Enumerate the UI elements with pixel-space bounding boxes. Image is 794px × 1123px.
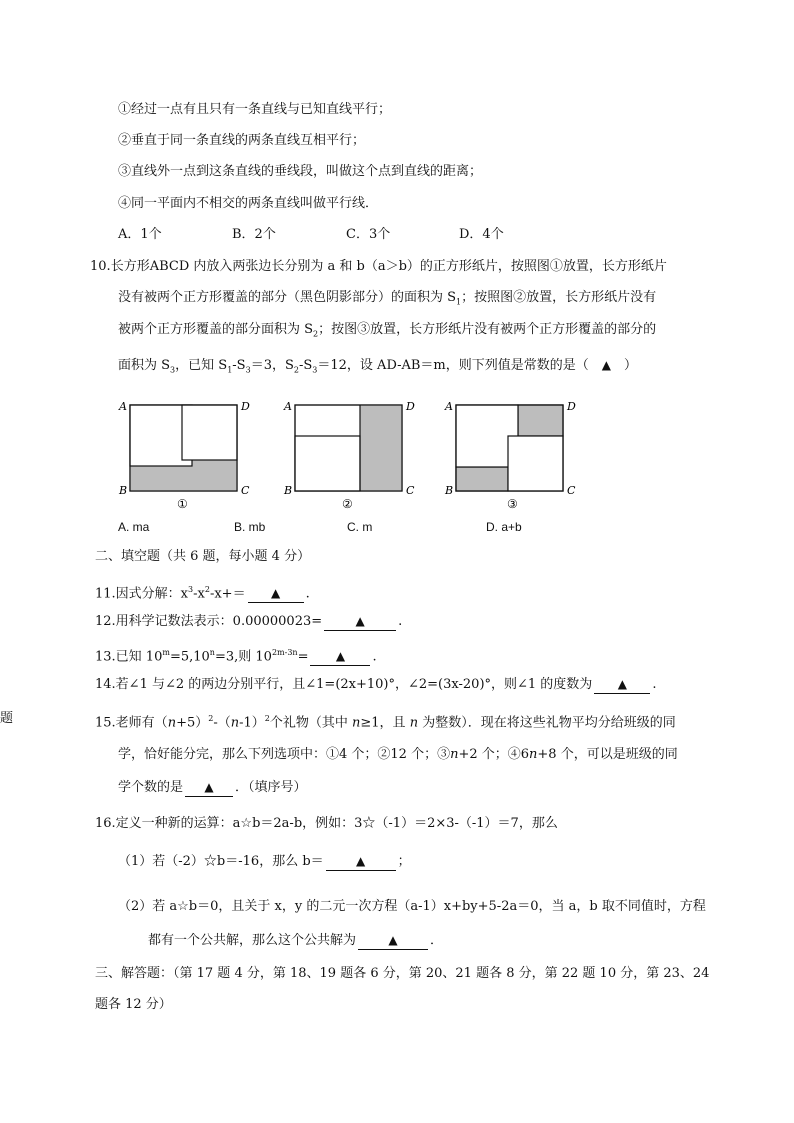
fig2-label-b: B [284,484,293,497]
q16-answer-blank-1[interactable] [326,853,396,871]
q15-sup: 2 [264,714,270,723]
q16-text: ； [397,854,411,869]
q16-part-2-line-2 [148,931,443,951]
fig3-label-a: A [445,400,453,413]
q10-figures [110,395,590,515]
q11-text: ＝ [232,586,246,602]
answer-triangle-icon: ▲ [355,614,365,628]
q9-choice-a[interactable]: A．1个 [118,227,162,242]
answer-triangle-icon: ▲ [617,677,627,691]
fig1-square-b [182,405,237,460]
q11-sup: 3 [188,585,194,594]
answer-triangle-icon: ▲ [356,854,366,868]
q12-end: . [398,614,403,629]
q13-answer-blank[interactable] [310,648,370,666]
fig2-square-b [295,436,360,491]
q15-text: -1） [239,715,265,731]
section-2-heading: 二、填空题（共 6 题，每小题 4 分） [95,549,311,564]
q15-var: n [167,715,177,731]
q10-number: 10. [90,259,111,274]
answer-triangle-icon: ▲ [270,586,281,601]
q15-line-3 [118,778,307,798]
fig3-shaded-bottom-left [456,467,508,491]
q9-statement-3: ③直线外一点到这条直线的垂线段，叫做这个点到直线的距离； [118,164,483,179]
q12-text: 12.用科学记数法表示：0.00000023= [95,614,323,629]
q15-var: n [450,747,459,762]
q15-var: n [409,715,419,731]
q15-text: 学个数的是 [118,780,184,795]
q15-text: 学，恰好能分完，那么下列选项中：①4 个；②12 个；③ [118,747,451,762]
fig1-number: ① [177,497,188,511]
q10-sub: 3 [312,365,318,375]
q15-var: n [352,715,361,731]
q16-text: （1）若（-2）☆b＝-16，那么 b＝ [118,854,324,869]
q10-text-4g: ） [611,358,638,373]
q10-sub: 2 [293,365,299,375]
q15-text: +5） [176,715,209,731]
q12-answer-blank[interactable] [324,613,396,631]
q13-text: =5,10 [169,649,210,665]
q10-choice-d[interactable]: D. a+b [486,520,522,534]
q13-text: =3,则 10 [214,649,272,665]
fig2-label-c: C [406,484,415,497]
fig3-square-b [508,436,563,491]
q15-var: n [529,747,538,762]
q14-end: . [652,677,657,692]
answer-triangle-icon: ▲ [204,780,214,794]
fig1-label-d: D [241,400,250,413]
q11-sup: 2 [204,585,210,594]
q9-choice-d[interactable]: D．4个 [459,227,504,242]
q16-text: 都有一个公共解，那么这个公共解为 [148,933,357,948]
q15-line-1 [95,709,676,733]
margin-mark: 题 [0,711,14,726]
q13-text: = [297,649,309,665]
q13-text: 13.已知 10 [95,649,163,665]
q10-line-1 [90,257,667,277]
q15-text: +8 个，可以是班级的同 [537,747,678,762]
q10-line-4 [118,355,637,381]
fig3-label-c: C [567,484,576,497]
fig2-label-d: D [406,400,415,413]
q9-statement-1: ①经过一点有且只有一条直线与已知直线平行； [118,102,392,117]
q10-choice-c[interactable]: C. m [347,520,373,534]
q10-text-4f: ＝12，设 AD-AB＝m，则下列值是常数的是（ [317,358,602,373]
q11-text: 11.因式分解：x [95,586,189,602]
answer-triangle-icon: ▲ [388,933,398,947]
q16-part-2-line-1: （2）若 a☆b＝0，且关于 x，y 的二元一次方程（a-1）x+by+5-2a＝0，当 a，b 取不同值时，方程 [118,899,706,914]
q10-sub: 1 [456,297,462,307]
q15-answer-blank[interactable] [185,779,233,797]
q10-text-4a: 面积为 S [118,358,171,373]
q10-text-2a: 没有被两个正方形覆盖的部分（黑色阴影部分）的面积为 S [118,290,457,305]
figure-3 [444,400,576,511]
answer-triangle-icon: ▲ [335,649,346,664]
fig3-label-d: D [567,400,576,413]
q10-sub: 3 [245,365,251,375]
q10-line-2 [118,288,656,313]
figure-1 [118,400,250,511]
fig2-label-a: A [284,400,292,413]
q10-text-4e: -S [298,358,313,373]
q11-text: -x+ [209,586,233,602]
q10-sub: 1 [227,365,233,375]
q15-text: 个礼物（其中 [269,715,353,731]
q16-text: ． [430,933,444,948]
q10-text-4b: ，已知 S [175,358,228,373]
q10-sub: 2 [313,329,319,339]
q11-text: -x [193,586,205,602]
q10-text-2b: ；按照图②放置，长方形纸片没有 [461,290,657,305]
q14-answer-blank[interactable] [594,676,650,694]
q15-text: +2 个；④6 [458,747,530,762]
q15-text: ≥1，且 [360,715,410,731]
section-3-heading: 三、解答题：（第 17 题 4 分，第 18、19 题各 6 分，第 20、21 题各 8 分，第 22 题 10 分，第 23、24 [95,966,710,981]
q15-line-2 [118,745,678,765]
figure-2 [283,400,415,511]
q10-choice-a[interactable]: A. ma [118,520,150,534]
q15-text: 15.老师有（ [95,715,168,731]
q16-answer-blank-2[interactable] [358,932,428,950]
q11-answer-blank[interactable] [248,585,304,603]
q13-end: . [372,649,377,665]
q9-statement-4: ④同一平面内不相交的两条直线叫做平行线． [118,196,379,211]
q10-text-4d: ＝3，S [250,358,294,373]
q9-statement-2: ②垂直于同一条直线的两条直线互相平行； [118,133,366,148]
fig3-shaded-top-right [518,405,563,436]
q11 [95,580,310,604]
q13 [95,643,377,667]
q14 [95,675,656,695]
q16-part-1 [118,852,411,872]
section-3-heading-cont: 题各 12 分） [95,997,172,1012]
q10-sub: 3 [170,365,176,375]
q9-choice-b[interactable]: B．2个 [232,227,276,242]
q13-sup: m [162,648,170,657]
q10-text-1: 长方形ABCD 内放入两张边长分别为 a 和 b（a＞b）的正方形纸片，按照图①放置，长方形纸片 [110,259,667,274]
fig1-label-c: C [241,484,250,497]
fig2-shaded-region [360,405,402,491]
fig3-number: ③ [507,497,518,511]
fig1-label-b: B [119,484,128,497]
q15-text: -（ [213,715,231,731]
q13-sup: n [209,648,215,657]
fig2-number: ② [342,497,353,511]
q10-text-3a: 被两个正方形覆盖的部分面积为 S [118,322,314,337]
q16-line-1: 16.定义一种新的运算：a☆b＝2a-b，例如：3☆（-1）＝2×3-（-1）＝7，那么 [95,816,558,831]
q14-text: 14.若∠1 与∠2 的两边分别平行，且∠1=(2x+10)°，∠2=(3x-20)°，则∠1 的度数为 [95,677,593,692]
fig1-label-a: A [119,400,127,413]
q10-text-3b: ；按图③放置，长方形纸片没有被两个正方形覆盖的部分的 [318,322,657,337]
q9-choice-c[interactable]: C．3个 [346,227,391,242]
q11-end: . [305,586,310,602]
fig3-label-b: B [445,484,454,497]
q13-sup: 2m-3n [271,648,298,657]
answer-triangle-icon: ▲ [601,358,611,372]
q15-text: 为整数）．现在将这些礼物平均分给班级的同 [418,715,676,731]
q15-var: n [230,715,240,731]
q12 [95,612,402,632]
q15-sup: 2 [208,714,214,723]
q10-line-3 [118,320,656,345]
q10-choice-b[interactable]: B. mb [234,520,266,534]
q10-text-4c: -S [232,358,246,373]
q15-text: ．（填序号） [235,780,307,795]
